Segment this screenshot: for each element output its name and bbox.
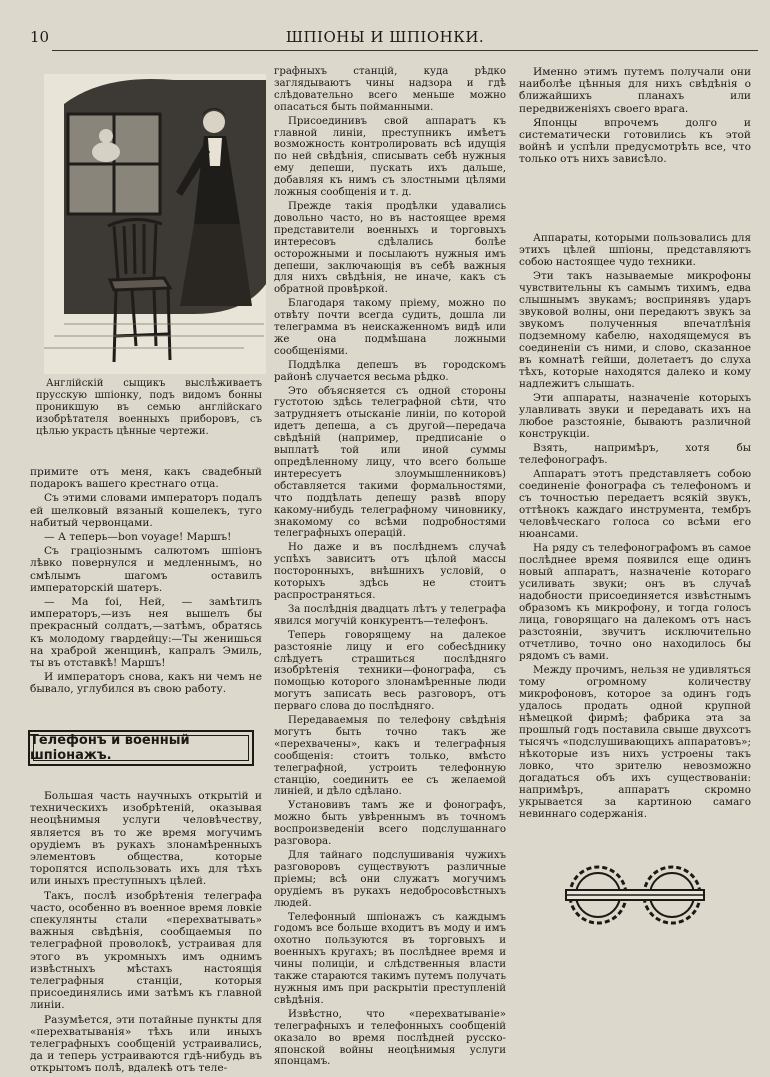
paragraph: За послѣднія двадцать лѣтъ у телеграфа явился могучій конкурентъ—телефонъ. bbox=[274, 603, 506, 627]
column-2-article bbox=[274, 66, 506, 1070]
paragraph: Разумѣется, эти потайные пункты для «перехватыванія» тѣхъ или иныхъ телеграфныхъ сообщеній устраивались, да и теперь устраиваются гдѣ-нибудь въ открытомъ полѣ, вдалекѣ отъ теле- bbox=[30, 1013, 262, 1075]
column-3-article bbox=[519, 232, 751, 822]
paragraph: Это объясняется съ одной стороны густотою здѣсь телеграфной сѣти, что затрудняетъ отысканіе линіи, по которой идетъ депеша, а съ другой—передача свѣдѣній (например, предписаніе о выплатѣ той или иной суммы опредѣленному лицу, что всего больше интересуетъ злоумышленниковъ) обставляется такими формальностями, что поддѣлать депешу развѣ впору какому-нибудь телеграфному чиновнику, знакомому со всѣми подробностями телеграфныхъ операцій. bbox=[274, 385, 506, 540]
section-title: Телефонъ и военный шпіонажъ. bbox=[30, 733, 190, 763]
caption-text: Англійскій сыщикъ выслѣживаетъ прусскую шпіонку, подъ видомъ бонны проникшую въ семью англійскаго изобрѣтателя военныхъ приборовъ, съ цѣлью украсть цѣнные чертежи. bbox=[36, 378, 262, 437]
paragraph: Извѣстно, что «перехватываніе» телеграфныхъ и телефонныхъ сообщеній оказало во время послѣдней русско-японской войны неоцѣнимыя услуги японцамъ. bbox=[274, 1008, 506, 1068]
paragraph: Установивъ тамъ же и фонографъ, можно быть увѣреннымъ въ точномъ воспроизведеніи всего подслушаннаго разговора. bbox=[274, 800, 506, 848]
page-header bbox=[0, 0, 770, 52]
paragraph: примите отъ меня, какъ свадебный подарокъ вашего крестнаго отца. bbox=[30, 466, 262, 491]
paragraph: Взять, напримѣръ, хотя бы телефонографъ. bbox=[519, 442, 751, 466]
paragraph: Аппаратъ этотъ представляетъ собою соединеніе фонографа съ телефономъ и съ точностью передаетъ всякій звукъ, оттѣнокъ каждаго инструмента, тембръ человѣческаго голоса со всѣми его нюансами. bbox=[519, 468, 751, 540]
paragraph: Именно этимъ путемъ получали они наиболѣе цѣнныя для нихъ свѣдѣнія о ближайшихъ планахъ или передвиженіяхъ своего врага. bbox=[519, 66, 751, 115]
illustration-governess-spy bbox=[44, 74, 266, 374]
paragraph: Поддѣлка депешъ въ городскомъ районѣ случается весьма рѣдко. bbox=[274, 359, 506, 383]
paragraph: Для тайнаго подслушиванія чужихъ разговоровъ существуютъ различные пріемы; всѣ они служатъ могучимъ орудіемъ въ рукахъ недобросовѣстныхъ людей. bbox=[274, 850, 506, 909]
paragraph: Передаваемыя по телефону свѣдѣнія могутъ быть точно такъ же «перехвачены», какъ и телеграфныя сообщенія: стоитъ только, вмѣсто телеграфной, устроить телефонную станцію, соединить ее съ желаемой линіей, и дѣло сдѣлано. bbox=[274, 715, 506, 798]
paragraph: Между прочимъ, нельзя не удивляться тому огромному количеству микрофоновъ, которое за одинъ годъ удалось продать одной крупной нѣмецкой фирмѣ; фабрика эта за прошлый годъ поставила свыше двухсотъ тысячъ «подслушивающихъ аппаратовъ»; нѣкоторые изъ нихъ устроены такъ ловко, что зрителю невозможно догадаться объ ихъ существованіи: напримѣръ, аппаратъ скромно укрывается за картиною самаго невиннаго содержанія. bbox=[519, 664, 751, 820]
paragraph: графныхъ станцій, куда рѣдко заглядываютъ чины надзора и гдѣ слѣдовательно всего меньше можно опасаться быть пойманными. bbox=[274, 66, 506, 113]
paragraph: Японцы впрочемъ долго и систематически готовились къ этой войнѣ и успѣли предусмотрѣть все, что только отъ нихъ зависѣло. bbox=[519, 116, 751, 166]
paragraph: Такъ, послѣ изобрѣтенія телеграфа часто, особенно въ военное время ловкіе спекулянты стали «перехватывать» важныя свѣдѣнія, сообщаемыя по телеграфной проволокѣ, устраивая для этого въ укромныхъ имъ однимъ извѣстныхъ мѣстахъ настоящія телеграфныя станціи, которыя присоединялись ими затѣмъ къ главной линіи. bbox=[30, 889, 262, 1012]
paragraph: Благодаря такому пріему, можно по отвѣту почти всегда судить, дошла ли телеграмма въ неискаженномъ видѣ или же она подмѣшана ложными сообщеніями. bbox=[274, 298, 506, 357]
paragraph: Эти такъ называемые микрофоны чувствительны къ самымъ тихимъ, едва слышнымъ звукамъ; воспринявъ ударъ звуковой волны, они передаютъ звукъ за звукомъ полученныя впечатлѣнія подземному кабелю, находящемуся въ соединеніи съ ними, и слово, сказанное въ комнатѣ гейши, долетаетъ до слуха тѣхъ, которые находятся далеко и кому надлежитъ слышать. bbox=[519, 270, 751, 390]
paragraph: Съ граціознымъ салютомъ шпіонъ лѣвко повернулся и медленнымъ, но смѣлымъ шагомъ оставилъ императорскій шатеръ. bbox=[30, 545, 262, 594]
decorative-ornament bbox=[560, 860, 710, 930]
paragraph: Аппараты, которыми пользовались для этихъ цѣлей шпіоны, представляютъ собою настоящее чудо техники. bbox=[519, 232, 751, 268]
paragraph: Но даже и въ послѣднемъ случаѣ успѣхъ зависитъ отъ цѣлой массы посторонныхъ, внѣшнихъ условій, о которыхъ здѣсь не стоитъ распространяться. bbox=[274, 542, 506, 601]
column-1-article bbox=[30, 790, 262, 1077]
paragraph: Телефонный шпіонажъ съ каждымъ годомъ все больше входитъ въ моду и имъ охотно пользуются въ торговыхъ и военныхъ кругахъ; въ послѣднее время и чины полиціи, и слѣдственныя власти также стараются такимъ путемъ получать нужныя имъ при раскрытіи преступленій свѣдѣнія. bbox=[274, 911, 506, 1006]
running-title: ШПIОНЫ И ШПIОНКИ. bbox=[285, 28, 485, 46]
paragraph: Съ этими словами императоръ подалъ ей шелковый вязаный кошелекъ, туго набитый червонцами. bbox=[30, 492, 262, 529]
paragraph: Большая часть научныхъ открытій и техническихъ изобрѣтеній, оказывая неоцѣнимыя услуги человѣчеству, является въ то же время могучимъ орудіемъ въ рукахъ злонамѣренныхъ элементовъ общества, которые торопятся использовать ихъ для тѣхъ или иныхъ преступныхъ цѣлей. bbox=[30, 790, 262, 888]
paragraph: Прежде такія продѣлки удавались довольно часто, но въ настоящее время представители военныхъ и торговыхъ интересовъ сдѣлались болѣе осторожными и посылаютъ нужныя имъ депеши, заключающія въ себѣ важныя для нихъ свѣдѣнія, не иначе, какъ съ обратной провѣркой. bbox=[274, 200, 506, 296]
illustration-caption bbox=[36, 378, 262, 438]
section-heading-box bbox=[28, 730, 254, 766]
paragraph: И императоръ снова, какъ ни чемъ не бывало, углубился въ свою работу. bbox=[30, 671, 262, 696]
paragraph: Теперь говорящему на далекое разстояніе лицу и его собесѣднику слѣдуетъ страшиться послѣдняго изобрѣтенія техники—фонографа, съ помощью которого злонамѣренные люди могутъ записать весь разговоръ, отъ перваго слова до послѣдняго. bbox=[274, 629, 506, 713]
header-rule bbox=[52, 50, 758, 51]
column-1-story bbox=[30, 466, 262, 698]
page-number: 10 bbox=[30, 28, 50, 46]
column-3-top bbox=[519, 66, 751, 168]
paragraph: — Ma foi, Ней, — замѣтилъ императоръ,—изъ нея вышелъ бы прекрасный солдатъ,—затѣмъ, обратясь къ молодому гвардейцу:—Ты женишься на храброй женщинѣ, капралъ Эмиль, ты въ отставкѣ! Маршъ! bbox=[30, 596, 262, 670]
paragraph: Эти аппараты, назначеніе которыхъ улавливать звуки и передавать ихъ на любое разстояніе, бываютъ различной конструкціи. bbox=[519, 392, 751, 440]
paragraph: На ряду съ телефонографомъ въ самое послѣднее время появился еще одинъ новый аппаратъ, назначеніе котораго усиливать звуки; онъ въ случаѣ надобности присоединяется извѣстнымъ образомъ къ микрофону, и тогда голосъ лица, говорящаго на далекомъ отъ насъ разстояніи, звучитъ исключительно отчетливо, точно оно находилось бы рядомъ съ вами. bbox=[519, 542, 751, 662]
paragraph: Присоединивъ свой аппаратъ къ главной линіи, преступникъ имѣетъ возможность контролировать всѣ идущія по ней свѣдѣнія, списывать себѣ нужныя ему депеши, пускать ихъ дальше, добавляя къ нимъ съ злостными цѣлями ложныя сообщенія и т. д. bbox=[274, 115, 506, 199]
paragraph: — А теперь—bon voyage! Маршъ! bbox=[44, 531, 232, 544]
